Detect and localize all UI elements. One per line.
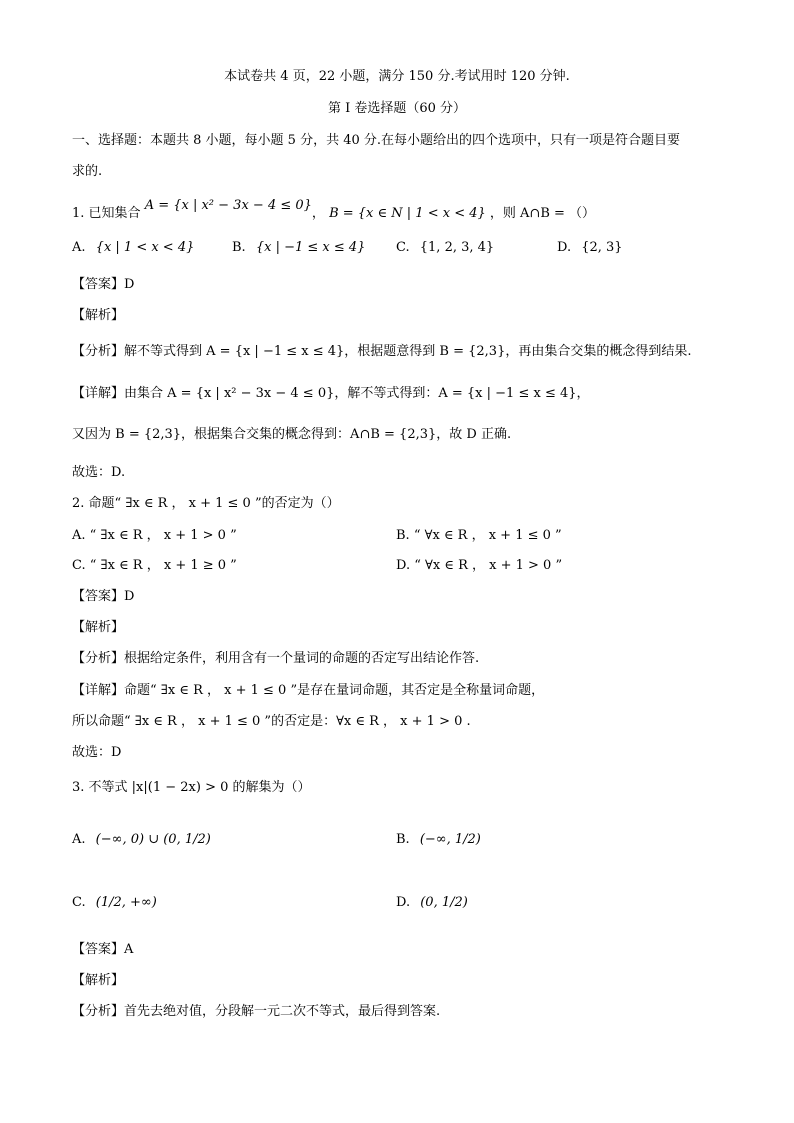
question-3-stem: 3. 不等式 |x|(1 − 2x) > 0 的解集为（） bbox=[72, 780, 311, 795]
question-1-stem: 1. 已知集合 A = {x | x² − 3x − 4 ≤ 0}， B = {x ∈ N | 1 < x < 4} ，则 A∩B = （） bbox=[72, 198, 596, 221]
q2-option-a: A. “ ∃x ∈ R ， x + 1 > 0 ” bbox=[72, 528, 237, 543]
part-heading-line-1: 一、选择题：本题共 8 小题，每小题 5 分，共 40 分.在每小题给出的四个选项中，只有一项是符合题目要 bbox=[72, 133, 681, 148]
q3-answer: 【答案】A bbox=[72, 942, 134, 957]
q2-analysis-tag: 【解析】 bbox=[72, 620, 125, 635]
q3-analysis-tag: 【解析】 bbox=[72, 973, 125, 988]
q2-conclusion: 故选：D bbox=[72, 745, 122, 760]
q2-xiangjie-1: 【详解】命题“ ∃x ∈ R ， x + 1 ≤ 0 ”是存在量词命题，其否定是全称量词命题， bbox=[72, 683, 545, 698]
q1-fenxi: 【分析】解不等式得到 A = {x | −1 ≤ x ≤ 4}，根据题意得到 B = {2,3}，再由集合交集的概念得到结果. bbox=[72, 344, 692, 359]
q1-option-c: C. {1, 2, 3, 4} bbox=[396, 240, 495, 255]
question-2-stem: 2. 命题“ ∃x ∈ R ， x + 1 ≤ 0 ”的否定为（） bbox=[72, 496, 340, 511]
q1-xiangjie-2: 又因为 B = {2,3}，根据集合交集的概念得到：A∩B = {2,3}，故 D 正确. bbox=[72, 427, 512, 442]
q1-conclusion: 故选：D. bbox=[72, 465, 126, 480]
q1-analysis-tag: 【解析】 bbox=[72, 308, 125, 323]
section-title: 第 I 卷选择题（60 分） bbox=[327, 101, 467, 116]
q3-option-b: B. (−∞, 1/2) bbox=[396, 832, 481, 847]
exam-intro: 本试卷共 4 页，22 小题，满分 150 分.考试用时 120 分钟. bbox=[224, 69, 570, 84]
q1-option-b: B. {x | −1 ≤ x ≤ 4} bbox=[232, 240, 366, 255]
part-heading-line-2: 求的. bbox=[72, 164, 103, 179]
q1-answer: 【答案】D bbox=[72, 277, 135, 292]
q3-fenxi: 【分析】首先去绝对值，分段解一元二次不等式，最后得到答案. bbox=[72, 1004, 441, 1019]
question-1-set-b: B = {x ∈ N | 1 < x < 4} bbox=[329, 206, 486, 221]
q3-option-a: A. (−∞, 0) ∪ (0, 1/2) bbox=[72, 832, 211, 847]
q2-xiangjie-2: 所以命题“ ∃x ∈ R ， x + 1 ≤ 0 ”的否定是：∀x ∈ R ， x + 1 > 0 . bbox=[72, 714, 471, 729]
q3-option-d: D. (0, 1/2) bbox=[396, 895, 468, 910]
q1-option-a: A. {x | 1 < x < 4} bbox=[72, 240, 195, 255]
q3-option-c: C. (1/2, +∞) bbox=[72, 895, 157, 910]
question-1-suffix: ，则 A∩B = （） bbox=[489, 206, 596, 221]
q2-fenxi: 【分析】根据给定条件，利用含有一个量词的命题的否定写出结论作答. bbox=[72, 651, 480, 666]
q1-option-d: D. {2, 3} bbox=[557, 240, 623, 255]
question-1-set-a: A = {x | x² − 3x − 4 ≤ 0} bbox=[144, 198, 312, 213]
q2-option-d: D. “ ∀x ∈ R ， x + 1 > 0 ” bbox=[396, 558, 563, 573]
q2-option-b: B. “ ∀x ∈ R ， x + 1 ≤ 0 ” bbox=[396, 528, 562, 543]
q2-option-c: C. “ ∃x ∈ R ， x + 1 ≥ 0 ” bbox=[72, 558, 237, 573]
q1-xiangjie-1: 【详解】由集合 A = {x | x² − 3x − 4 ≤ 0}，解不等式得到：A = {x | −1 ≤ x ≤ 4}， bbox=[72, 386, 590, 401]
q2-answer: 【答案】D bbox=[72, 589, 135, 604]
question-1-prefix: 1. 已知集合 bbox=[72, 206, 141, 221]
